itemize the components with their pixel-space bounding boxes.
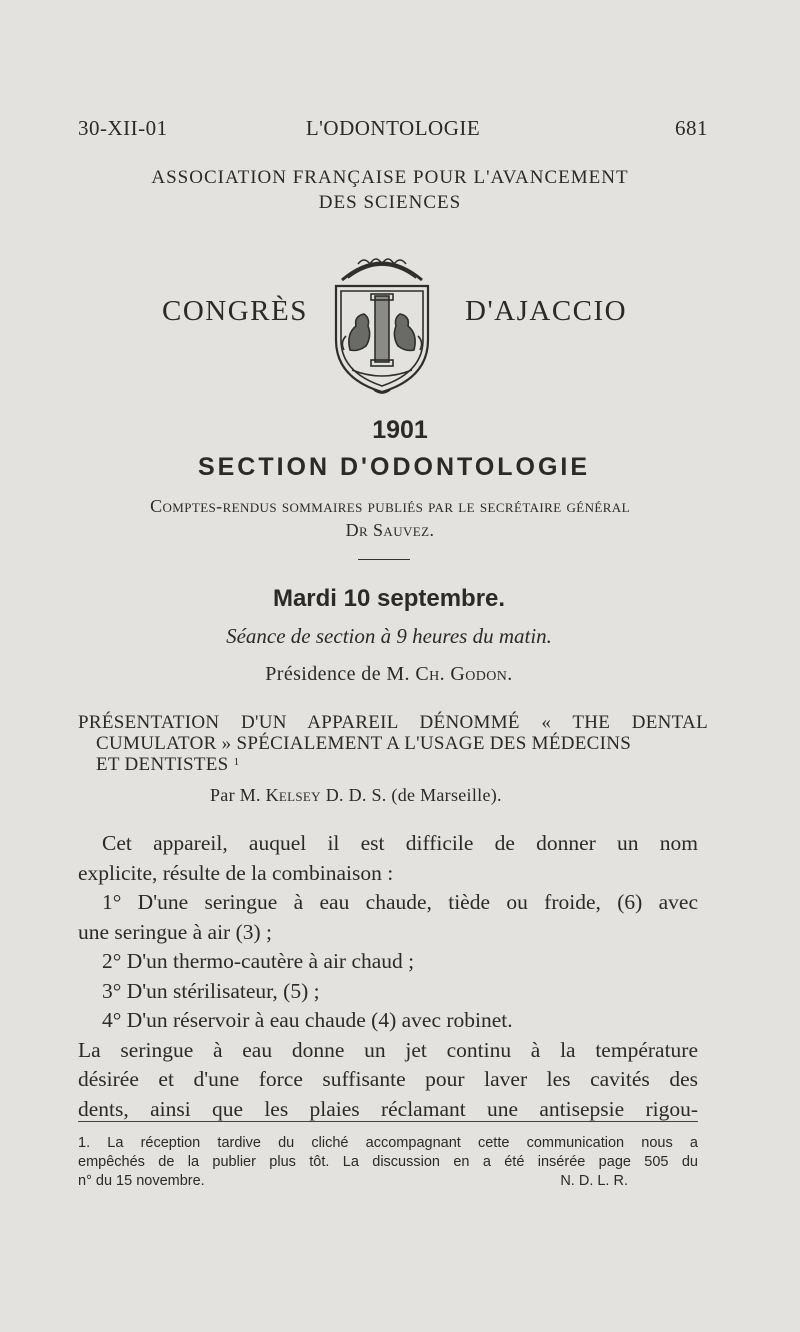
author-line (210, 785, 502, 806)
list-item-2: 2° D'un thermo-cautère à air chaud ; (102, 949, 415, 973)
article-title-line-3 (78, 754, 708, 775)
short-divider (358, 559, 410, 560)
header-date: 30-XII-01 (78, 116, 168, 140)
year-heading: 1901 (372, 416, 428, 444)
body-line: La seringue à eau donne un jet continu à la température (78, 1037, 698, 1062)
editor-signature: N. D. L. R. (560, 1173, 628, 1189)
secretary-name: Sauvez. (373, 520, 435, 540)
author-prefix: Par M. (210, 785, 261, 805)
header-journal-title: L'ODONTOLOGIE (305, 116, 481, 140)
footnote (78, 1134, 698, 1191)
body-line: désirée et d'une force suffisante pour laver les cavités des (78, 1067, 698, 1091)
footnote-line-2: empêchés de la publier plus tôt. La discussion en a été insérée page 505 du (78, 1154, 698, 1170)
author-name: Kelsey (265, 785, 321, 805)
association-line-1: ASSOCIATION FRANÇAISE POUR L'AVANCEMENT (151, 167, 629, 188)
article-body (78, 829, 698, 1124)
association-line-2: DES SCIENCES (318, 192, 462, 213)
congres-word: CONGRÈS (162, 295, 308, 327)
article-title-line-2: CUMULATOR » SPÉCIALEMENT A L'USAGE DES MÉDECINS (96, 733, 632, 754)
session-time: Séance de section à 9 heures du matin. (226, 624, 552, 648)
article-title (78, 712, 708, 775)
footnote-divider (78, 1121, 698, 1122)
article-title-line-1: PRÉSENTATION D'UN APPAREIL DÉNOMMÉ « THE DENTAL (78, 712, 708, 733)
footnote-line-3 (78, 1172, 698, 1191)
list-item-3: 3° D'un stérilisateur, (5) ; (102, 978, 320, 1003)
body-line: explicite, résulte de la combinaison : (78, 860, 394, 885)
session-date: Mardi 10 septembre. (272, 585, 506, 612)
section-title: SECTION D'ODONTOLOGIE (197, 453, 591, 481)
association-heading (80, 165, 700, 215)
author-suffix: D. D. S. (de Marseille). (325, 785, 502, 805)
footnote-line-3-text: n° du 15 novembre. (78, 1173, 205, 1189)
comptes-line-1: Comptes-rendus sommaires publiés par le secrétaire général (150, 496, 630, 516)
comptes-rendus-note (78, 494, 702, 542)
body-line: Cet appareil, auquel il est difficile de donner un nom (102, 831, 698, 855)
presidency-line (0, 663, 778, 686)
doctor-abbrev: Dr (345, 520, 369, 540)
list-item-4: 4° D'un réservoir à eau chaude (4) avec robinet. (102, 1008, 513, 1032)
page-number: 681 (675, 116, 708, 140)
congres-place: D'AJACCIO (465, 295, 628, 327)
coat-of-arms-icon (328, 240, 436, 400)
comptes-line-2 (78, 518, 702, 542)
list-item-1: 1° D'une seringue à eau chaude, tiède ou froide, (6) avec (102, 890, 698, 914)
list-item-1-continued: une seringue à air (3) ; (78, 919, 273, 944)
president-name: Ch. Godon. (415, 663, 513, 685)
article-title-line-3-text: ET DENTISTES (96, 754, 229, 775)
footnote-reference: 1 (233, 756, 240, 768)
body-line: dents, ainsi que les plaies réclamant une antisepsie rigou- (78, 1096, 698, 1121)
footnote-line-1: 1. La réception tardive du cliché accompagnant cette communication nous a (78, 1135, 698, 1151)
presidency-prefix: Présidence de M. (265, 663, 410, 685)
running-header (78, 116, 708, 144)
